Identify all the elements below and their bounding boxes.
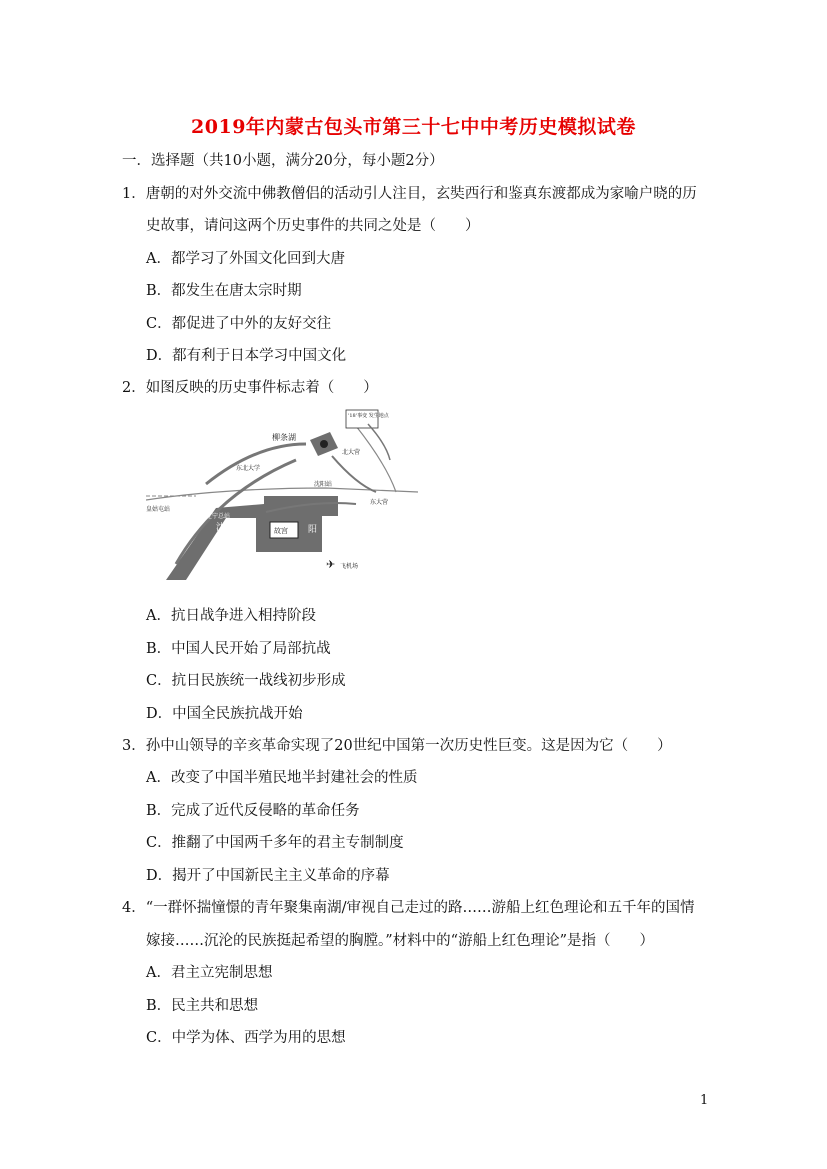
question-3-option-b: B．完成了近代反侵略的革命任务 (146, 803, 360, 819)
question-1-option-c: C．都促进了中外的友好交往 (146, 316, 332, 332)
attack-arrow-2 (206, 444, 306, 484)
attack-arrow-5 (368, 424, 390, 460)
map-label-beidaying: 北大营 (342, 449, 361, 456)
question-2-stem: 2．如图反映的历史事件标志着（ ） (122, 380, 378, 396)
map-label-yang: 阳 (308, 525, 318, 535)
map-label-dongdaying: 东大营 (370, 499, 389, 506)
map-label-box: '18'事变 发生地点 (348, 413, 389, 419)
question-3-option-a: A．改变了中国半殖民地半封建社会的性质 (146, 770, 418, 786)
question-4-stem-line-1: 4．“一群怀揣憧憬的青年聚集南湖/审视自己走过的路……游船上红色理论和五千年的国情 (122, 900, 695, 916)
airplane-icon: ✈ (326, 558, 336, 571)
question-4-option-a: A．君主立宪制思想 (146, 965, 273, 981)
question-4-option-b: B．民主共和思想 (146, 998, 259, 1014)
question-3-option-d: D．揭开了中国新民主主义革命的序幕 (146, 868, 390, 884)
question-1-option-b: B．都发生在唐太宗时期 (146, 283, 302, 299)
map-label-dongbei-university: 东北大学 (236, 465, 261, 472)
question-2-option-b: B．中国人民开始了局部抗战 (146, 641, 331, 657)
map-label-liutiaohu: 柳条湖 (272, 433, 296, 442)
page-number: 1 (700, 1093, 709, 1108)
attack-arrow-4 (332, 456, 376, 492)
section-heading: 一．选择题（共10小题，满分20分，每小题2分） (122, 153, 444, 169)
question-3-stem: 3．孙中山领导的辛亥革命实现了20世纪中国第一次历史性巨变。这是因为它（ ） (122, 738, 672, 754)
page-title: 2019年内蒙古包头市第三十七中中考历史模拟试卷 (191, 116, 636, 138)
question-3-option-c: C．推翻了中国两千多年的君主专制制度 (146, 835, 404, 851)
question-2-option-c: C．抗日民族统一战线初步形成 (146, 673, 346, 689)
question-1-stem-line-2: 史故事，请问这两个历史事件的共同之处是（ ） (146, 218, 480, 234)
map-label-airport: 飞机场 (340, 563, 359, 570)
explosion-icon (320, 440, 328, 448)
question-2-option-a: A．抗日战争进入相持阶段 (146, 608, 316, 624)
historical-map (146, 404, 418, 580)
question-1-stem-line-1: 1．唐朝的对外交流中佛教僧侣的活动引人注目，玄奘西行和鉴真东渡都成为家喻户晓的历 (122, 186, 697, 202)
question-2-option-d: D．中国全民族抗战开始 (146, 706, 303, 722)
map-label-shen: 沈 (216, 523, 226, 533)
map-label-shenyang-station: 沈阳站 (314, 481, 333, 488)
question-1-option-a: A．都学习了外国文化回到大唐 (146, 251, 345, 267)
map-label-gugong: 故宫 (274, 527, 288, 535)
map-label-liaoning-station: 辽宁总站 (206, 513, 231, 520)
map-label-huanggutun: 皇姑屯站 (146, 506, 171, 513)
question-4-option-c: C．中学为体、西学为用的思想 (146, 1030, 346, 1046)
question-4-stem-line-2: 嫁接……沉沦的民族挺起希望的胸膛。”材料中的“游船上红色理论”是指（ ） (146, 933, 654, 949)
question-1-option-d: D．都有利于日本学习中国文化 (146, 348, 347, 364)
